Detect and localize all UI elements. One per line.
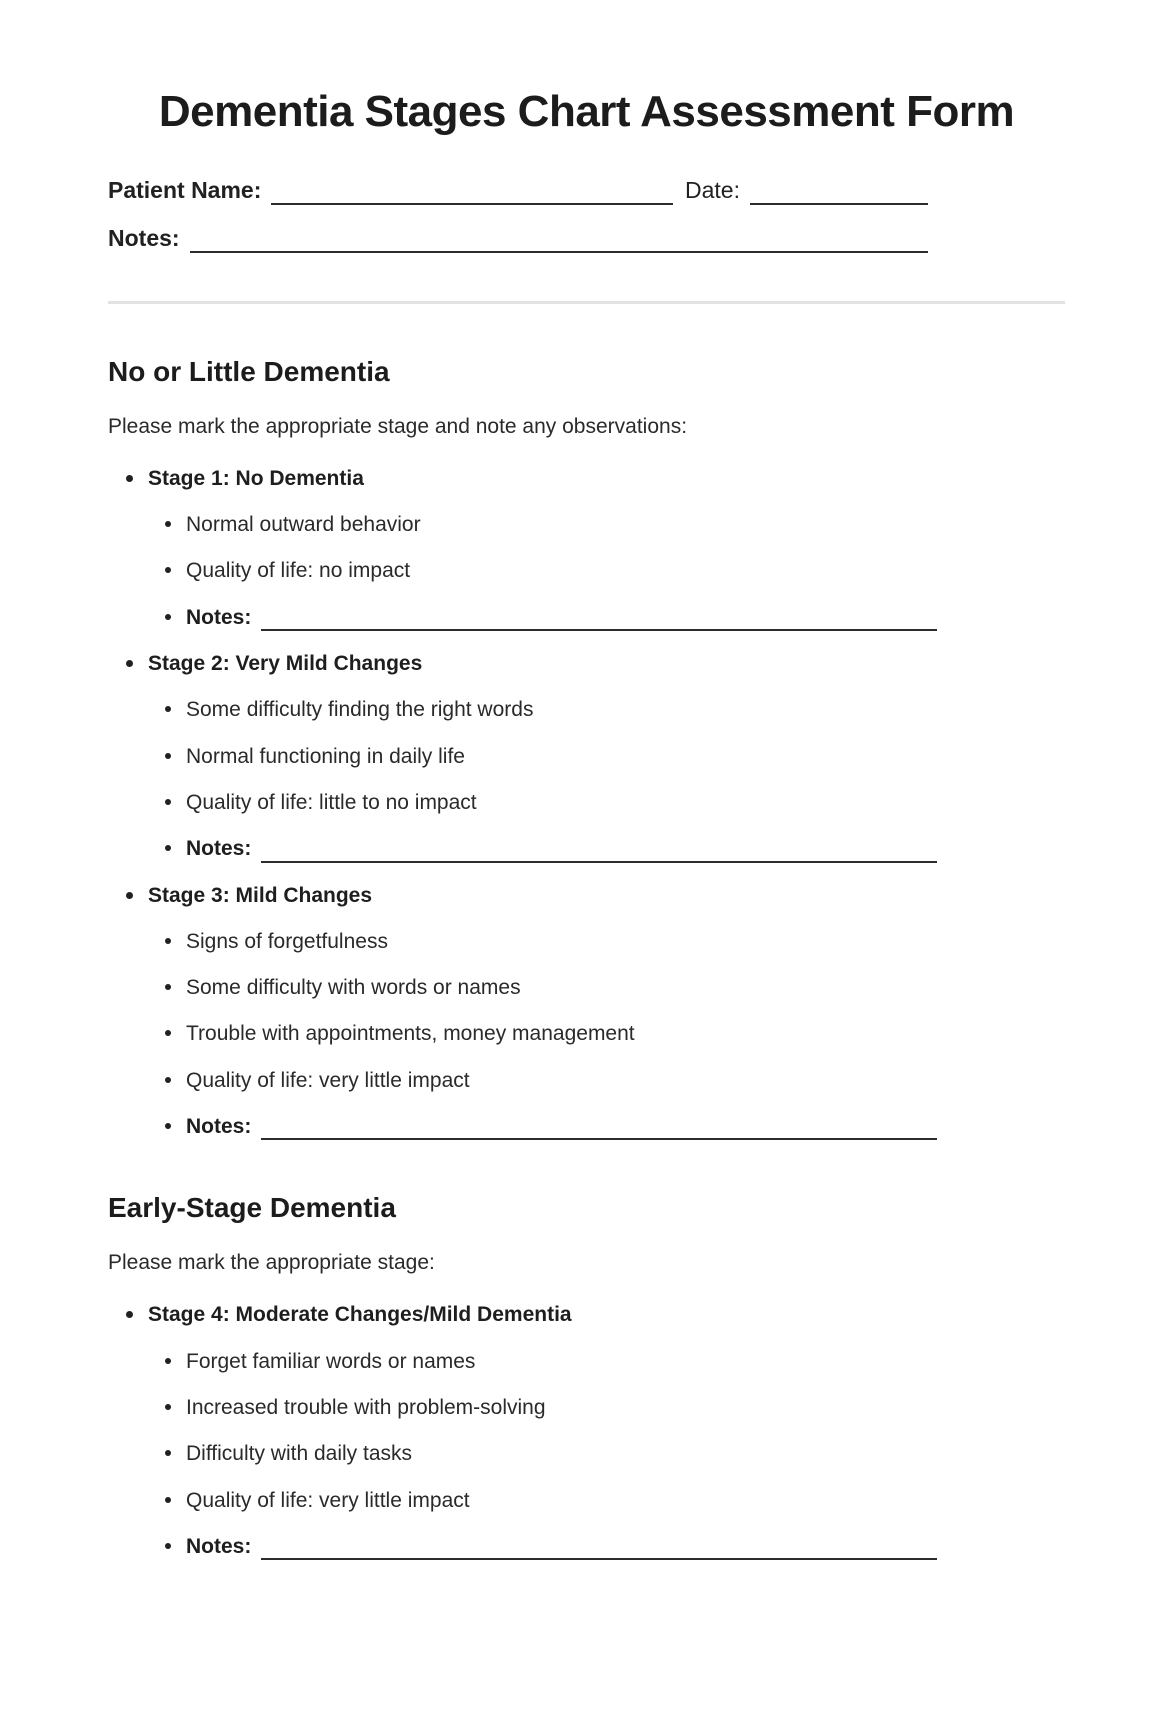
stage-title: Stage 1: No Dementia: [148, 466, 364, 490]
symptom-item: Normal functioning in daily life: [164, 743, 1065, 770]
section-heading: No or Little Dementia: [108, 355, 390, 387]
patient-name-input-line[interactable]: [271, 179, 673, 205]
section-early-stage-dementia: [108, 1192, 1065, 1560]
section-heading: Early-Stage Dementia: [108, 1192, 396, 1224]
patient-name-label: Patient Name:: [108, 177, 262, 204]
date-label: Date:: [685, 177, 740, 204]
header-notes-input-line[interactable]: [190, 227, 928, 253]
symptom-item: Some difficulty with words or names: [164, 974, 1065, 1001]
symptom-item: Quality of life: little to no impact: [164, 789, 1065, 816]
assessment-form-page: [0, 88, 1176, 1718]
date-input-line[interactable]: [750, 179, 928, 205]
patient-name-row: [108, 176, 928, 205]
stage-item-3: [108, 882, 1065, 1141]
stage-title: Stage 2: Very Mild Changes: [148, 652, 423, 676]
section-intro: Please mark the appropriate stage:: [108, 1251, 435, 1275]
symptom-list: [164, 928, 1065, 1140]
stage-title: Stage 3: Mild Changes: [148, 883, 373, 907]
notes-label: Notes:: [186, 1534, 252, 1558]
notes-input-line[interactable]: [261, 839, 937, 863]
notes-label: Notes:: [186, 605, 252, 629]
stage-item-2: [108, 650, 1065, 862]
notes-input-line[interactable]: [261, 1536, 937, 1560]
symptom-item: Quality of life: very little impact: [164, 1067, 1065, 1094]
symptom-list: [164, 696, 1065, 862]
notes-bullet: [164, 604, 1065, 631]
section-intro: Please mark the appropriate stage and note any observations:: [108, 414, 688, 438]
stage-item-1: [108, 465, 1065, 631]
notes-input-line[interactable]: [261, 607, 937, 631]
stage-title: Stage 4: Moderate Changes/Mild Dementia: [148, 1303, 572, 1327]
symptom-list: [164, 511, 1065, 631]
stage-list: [108, 465, 1065, 1140]
notes-bullet: [164, 1113, 1065, 1140]
stage-item-4: [108, 1301, 1065, 1560]
symptom-item: Difficulty with daily tasks: [164, 1440, 1065, 1467]
symptom-list: [164, 1348, 1065, 1560]
symptom-item: Quality of life: no impact: [164, 557, 1065, 584]
symptom-item: Increased trouble with problem-solving: [164, 1394, 1065, 1421]
section-no-or-little-dementia: [108, 356, 1065, 1140]
notes-bullet: [164, 835, 1065, 862]
section-divider: [108, 301, 1065, 304]
symptom-item: Signs of forgetfulness: [164, 928, 1065, 955]
notes-label: Notes:: [186, 1115, 252, 1139]
notes-input-line[interactable]: [261, 1116, 937, 1140]
symptom-item: Some difficulty finding the right words: [164, 696, 1065, 723]
header-notes-row: [108, 224, 928, 253]
notes-bullet: [164, 1533, 1065, 1560]
stage-list: [108, 1301, 1065, 1560]
notes-label: Notes:: [186, 837, 252, 861]
symptom-item: Quality of life: very little impact: [164, 1487, 1065, 1514]
symptom-item: Trouble with appointments, money management: [164, 1020, 1065, 1047]
symptom-item: Forget familiar words or names: [164, 1348, 1065, 1375]
symptom-item: Normal outward behavior: [164, 511, 1065, 538]
header-fields: [108, 176, 928, 253]
header-notes-label: Notes:: [108, 225, 180, 252]
page-title: Dementia Stages Chart Assessment Form: [158, 87, 1015, 136]
